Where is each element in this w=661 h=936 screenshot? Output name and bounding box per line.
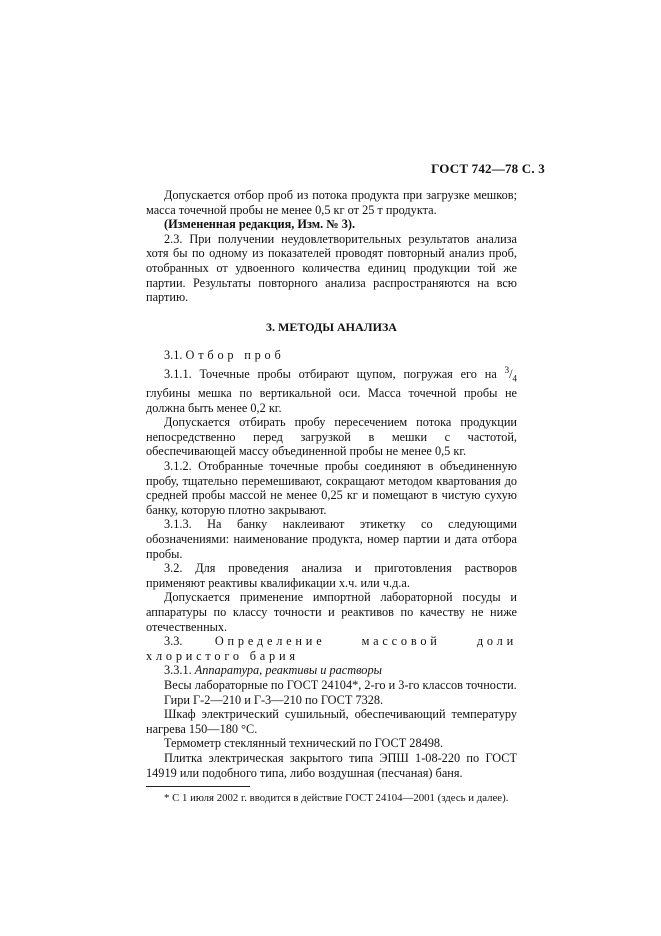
clause-heading: Определение массовой доли хлористого бария	[146, 634, 517, 663]
paragraph-text: глубины мешка по вертикальной оси. Масса точечной пробы не должна быть менее 0,2 кг.	[146, 386, 517, 415]
fraction-denominator: 4	[512, 373, 517, 384]
paragraph-sampling-cross: Допускается отбирать пробу пересечением потока продукции непосредственно перед загрузкой в мешки с частотой, обеспечивающей массу объединенной пробы не менее 0,5 кг.	[146, 415, 517, 459]
paragraph-weights: Гири Г-2—210 и Г-3—210 по ГОСТ 7328.	[164, 692, 384, 707]
paragraph-sampling-flow: Допускается отбор проб из потока продукта при загрузке мешков; масса точечной пробы не менее 0,5 кг от 25 т продукта.	[146, 188, 517, 217]
clause-heading: Отбор проб	[185, 348, 285, 363]
paragraph-oven: Шкаф электрический сушильный, обеспечивающий температуру нагрева 150—180 °С.	[146, 707, 517, 736]
clause-number: 3.3.	[164, 634, 183, 649]
fraction-numerator: 3	[504, 364, 510, 375]
paragraph-scales: Весы лабораторные по ГОСТ 24104*, 2-го и 3-го классов точности.	[164, 677, 517, 692]
paragraph-3-1-2: 3.1.2. Отобранные точечные пробы соединяют в объединенную пробу, тщательно перемешивают, сокращают методом квартования до средней пробы массой не менее 0,25 кг и помещают в чистую сухую банку, которую плотно закрывают.	[146, 459, 517, 517]
paragraph-hotplate: Плитка электрическая закрытого типа ЭПШ 1-08-220 по ГОСТ 14919 или подобного типа, либо воздушная (песчаная) баня.	[146, 750, 517, 780]
footnote-divider	[146, 786, 250, 787]
clause-heading: Аппаратура, реактивы и растворы	[194, 663, 382, 678]
page-header: ГОСТ 742—78 С. 3	[431, 161, 545, 176]
footnote: * С 1 июля 2002 г. вводится в действие ГОСТ 24104—2001 (здесь и далее).	[164, 792, 509, 805]
document-body	[146, 188, 517, 806]
clause-number: 3.3.1.	[164, 663, 192, 678]
paragraph-3-2: 3.2. Для проведения анализа и приготовления растворов применяют реактивы квалификации х.ч. или ч.д.а.	[146, 561, 517, 590]
paragraph-imported-equipment: Допускается применение импортной лабораторной посуды и аппаратуры по классу точности и реактивов по качеству не ниже отечественных.	[146, 590, 517, 634]
amendment-note: (Измененная редакция, Изм. № 3).	[164, 217, 356, 232]
paragraph-3-3	[146, 634, 517, 663]
paragraph-text: 3.1.1. Точечные пробы отбирают щупом, погружая его на	[164, 367, 497, 382]
section-title: 3. МЕТОДЫ АНАЛИЗА	[266, 319, 397, 334]
paragraph-3-1	[146, 348, 517, 363]
paragraph-thermometer: Термометр стеклянный технический по ГОСТ 28498.	[164, 736, 444, 751]
clause-number: 3.1.	[164, 348, 183, 363]
paragraph-2-3: 2.3. При получении неудовлетворительных результатов анализа хотя бы по одному из показателей проводят повторный анализ проб, отобранных от удвоенного количества единиц продукции той же партии. Результаты повторного анализа распространяются на всю партию.	[146, 231, 517, 305]
paragraph-3-3-1	[146, 663, 517, 678]
paragraph-3-1-3: 3.1.3. На банку наклеивают этикетку со следующими обозначениями: наименование продукта, номер партии и дата отбора пробы.	[146, 517, 517, 561]
paragraph-3-1-1: 3.1.1. Точечные пробы отбирают щупом, погружая его на $^3/_4$ глубины мешка по вертикальной оси. Масса точечной пробы не должна быть менее 0,2 кг.	[146, 364, 517, 415]
